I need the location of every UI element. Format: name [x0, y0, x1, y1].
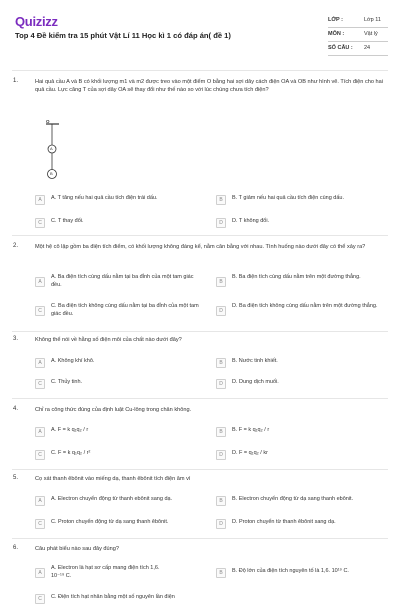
- option-letter: A: [35, 195, 45, 205]
- option-text: C. T thay đổi.: [51, 218, 84, 224]
- option-letter: D: [216, 218, 226, 228]
- option-letter: C: [35, 379, 45, 389]
- option-letter: A: [35, 358, 45, 368]
- option-letter: A: [35, 496, 45, 506]
- option-letter: D: [216, 519, 226, 529]
- divider: [328, 41, 388, 42]
- label-o: O: [46, 119, 50, 124]
- meta-key: MÔN :: [328, 31, 345, 37]
- question-divider: [12, 235, 388, 236]
- option-text: B. Nước tinh khiết.: [232, 358, 278, 364]
- page-title: Top 4 Đề kiểm tra 15 phút Vật Lí 11 Học kì 1 có đáp án( đề 1): [15, 31, 231, 40]
- question-divider: [12, 469, 388, 470]
- meta-key: SỐ CÂU :: [328, 45, 353, 51]
- option-letter: B: [216, 568, 226, 578]
- question-divider: [12, 398, 388, 399]
- option-text: A. Electron chuyển động từ thanh ebônit sang dạ.: [51, 496, 173, 502]
- question-number: 6.: [13, 545, 19, 551]
- option-letter: C: [35, 306, 45, 316]
- question-text: Hai quả cầu A và B có khối lượng m1 và m2 được treo vào một điểm O bằng hai sợi dây cách điện OA và OB như hình vẽ. Tích điện cho hai quả cầu. Lực căng T của sợi dây OA sẽ thay đổi như thế nào so với lúc chúng chưa tích điện?: [35, 79, 383, 93]
- option-letter: C: [35, 519, 45, 529]
- header: [0, 0, 400, 70]
- question-text: Câu phát biểu nào sau đây đúng?: [35, 546, 119, 552]
- question-divider: [12, 538, 388, 539]
- option-letter: A: [35, 568, 45, 578]
- question-number: 3.: [13, 336, 19, 342]
- divider: [328, 55, 388, 56]
- meta-key: LỚP :: [328, 17, 343, 23]
- question-text: Không thể nói về hằng số điện môi của chất nào dưới đây?: [35, 337, 182, 343]
- option-letter: A: [35, 427, 45, 437]
- option-text: D. Ba điện tích không cùng dấu nằm trên một đường thẳng.: [232, 303, 378, 309]
- question-text: Cọ xát thanh êbônit vào miếng dạ, thanh êbônit tích điện âm vì: [35, 476, 191, 482]
- option-text: A. Ba điện tích cùng dấu nằm tại ba đỉnh của một tam giác đều.: [51, 274, 194, 288]
- question-divider: [12, 331, 388, 332]
- option-letter: C: [35, 594, 45, 604]
- option-letter: A: [35, 277, 45, 287]
- question-number: 2.: [13, 243, 19, 249]
- option-text: B. Ba điện tích cùng dấu nằm trên một đường thẳng.: [232, 274, 361, 280]
- meta-value: 24: [364, 45, 371, 51]
- option-text: B. Electron chuyển động từ dạ sang thanh ebônit.: [232, 496, 354, 502]
- option-text: A. F = k q₁q₂ / r: [51, 427, 89, 433]
- label-a: A: [50, 146, 53, 151]
- option-text: D. Proton chuyển từ thanh êbônit sang dạ.: [232, 519, 336, 525]
- option-text: C. Proton chuyển động từ dạ sang thanh êbônit.: [51, 519, 169, 525]
- header-divider: [12, 70, 388, 71]
- option-text: D. F = q₁q₂ / kr: [232, 450, 268, 456]
- option-letter: B: [216, 277, 226, 287]
- option-text: A. Electron là hạt sơ cấp mang điện tích 1,6. 10⁻¹⁹ C.: [51, 565, 160, 579]
- option-letter: B: [216, 427, 226, 437]
- option-text: B. F = k q₁q₂ / r: [232, 427, 270, 433]
- question-number: 1.: [13, 78, 19, 84]
- option-letter: C: [35, 450, 45, 460]
- question-text: Chỉ ra công thức đúng của định luật Cu-lông trong chân không.: [35, 407, 192, 413]
- option-letter: D: [216, 450, 226, 460]
- option-text: B. Độ lớn của điện tích nguyên tố là 1,6. 10¹⁹ C.: [232, 568, 349, 574]
- question-number: 5.: [13, 475, 19, 481]
- meta-value: Lớp 11: [364, 17, 381, 23]
- option-letter: B: [216, 195, 226, 205]
- option-text: C. Thủy tinh.: [51, 379, 83, 385]
- option-text: A. T tăng nếu hai quả cầu tích điện trái dấu.: [51, 195, 158, 201]
- option-text: C. Ba điện tích không cùng dấu nằm tại ba đỉnh của một tam giác đều.: [51, 303, 199, 317]
- question-text: Một hệ cô lập gồm ba điện tích điểm, có khối lượng không đáng kể, nằm cân bằng với nhau. Tình huống nào dưới đây có thể xảy ra?: [35, 244, 366, 250]
- option-text: A. Không khí khô.: [51, 358, 95, 364]
- logo: Quizizz: [15, 14, 58, 29]
- option-letter: D: [216, 306, 226, 316]
- option-letter: D: [216, 379, 226, 389]
- pendulum-diagram: [39, 118, 69, 184]
- question-number: 4.: [13, 406, 19, 412]
- option-letter: B: [216, 496, 226, 506]
- meta-value: Vật lý: [364, 31, 378, 37]
- label-b: B: [50, 171, 53, 176]
- divider: [328, 27, 388, 28]
- option-text: C. F = k q₁q₂ / r²: [51, 450, 91, 456]
- option-text: D. Dung dịch muối.: [232, 379, 279, 385]
- option-letter: B: [216, 358, 226, 368]
- option-letter: C: [35, 218, 45, 228]
- option-text: D. T không đổi.: [232, 218, 270, 224]
- option-text: C. Điện tích hạt nhân bằng một số nguyên lần điện: [51, 594, 175, 600]
- option-text: B. T giảm nếu hai quả cầu tích điện cùng dấu.: [232, 195, 345, 201]
